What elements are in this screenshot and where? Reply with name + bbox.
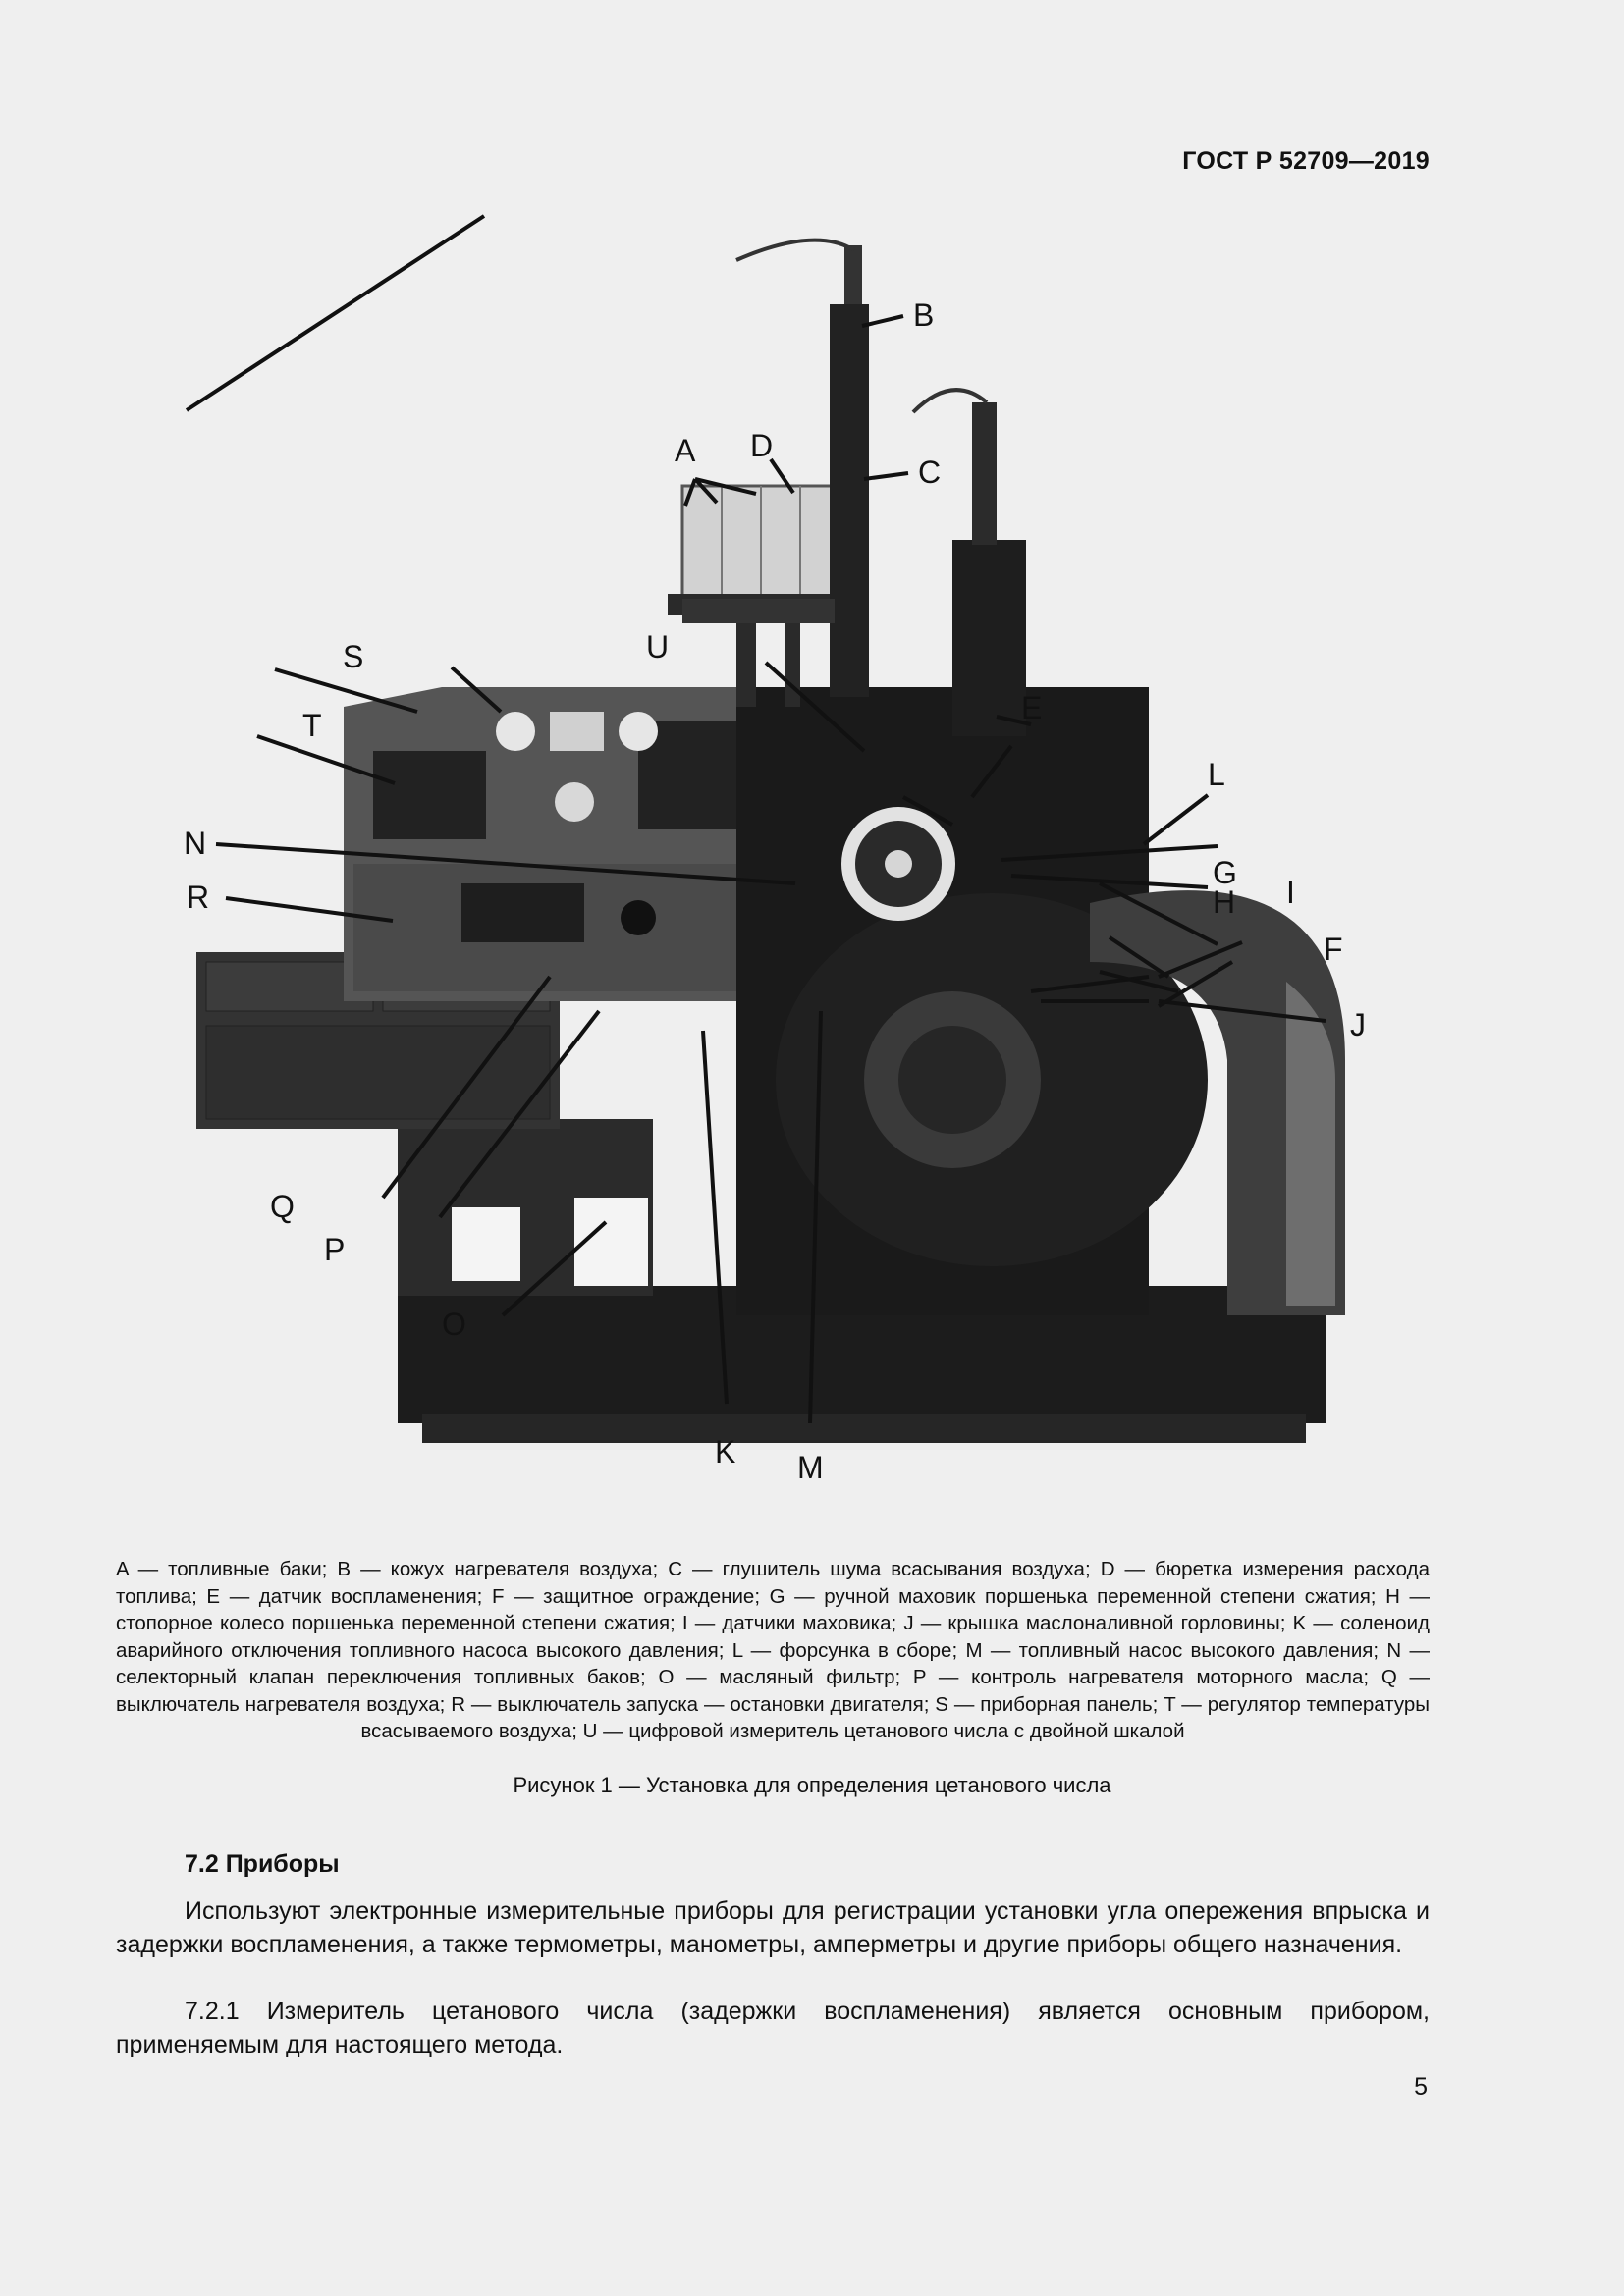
engine-photo bbox=[184, 216, 1366, 1531]
label-I: I bbox=[1286, 875, 1295, 910]
paragraph: 7.2.1 Измеритель цетанового числа (задержки воспламенения) является основным прибором, применяемым для настоящего метода. bbox=[116, 1998, 1430, 2058]
engine-figure bbox=[184, 216, 1366, 1531]
label-O: O bbox=[442, 1307, 466, 1342]
label-T: T bbox=[302, 708, 322, 743]
figure-legend: A — топливные баки; B — кожух нагревателя воздуха; C — глушитель шума всасывания воздуха; D — бюретка измерения расхода топлива; E — датчик воспламенения; F — защитное ограждение; G — ручной маховик поршенька переменной степени сжатия; H — стопорное колесо поршенька переменной степени сжатия; I — датчики маховика; J — крышка маслоналивной горловины; K — соленоид аварийного отключения топливного насоса высокого давления; L — форсунка в сборе; M — топливный насос высокого давления; N — селекторный клапан переключения топливных баков; O — масляный фильтр; P — контроль нагревателя моторного масла; Q — выключатель нагревателя воздуха; R — выключатель запуска — остановки двигателя; S — приборная панель; T — регулятор температуры всасываемого воздуха; U — цифровой измеритель цетанового числа с двойной шкалой bbox=[116, 1558, 1430, 1742]
page-number: 5 bbox=[1414, 2073, 1428, 2101]
label-J: J bbox=[1350, 1007, 1366, 1042]
label-F: F bbox=[1324, 932, 1343, 967]
figure-caption: Рисунок 1 — Установка для определения цетанового числа bbox=[513, 1773, 1111, 1797]
section-title: 7.2 Приборы bbox=[185, 1850, 340, 1878]
label-E: E bbox=[1021, 690, 1043, 725]
label-R: R bbox=[187, 880, 210, 915]
label-K: K bbox=[715, 1434, 736, 1469]
paragraph: Используют электронные измерительные приборы для регистрации установки угла опережения впрыска и задержки воспламенения, а также термометры, манометры, амперметры и другие приборы общего назначения. bbox=[116, 1897, 1430, 1958]
document-header: ГОСТ Р 52709—2019 bbox=[1182, 147, 1430, 175]
label-M: M bbox=[797, 1450, 824, 1485]
label-A: A bbox=[675, 433, 696, 468]
label-P: P bbox=[324, 1232, 346, 1267]
label-Q: Q bbox=[270, 1189, 295, 1224]
label-S: S bbox=[343, 639, 364, 674]
label-U: U bbox=[646, 629, 670, 665]
label-L: L bbox=[1208, 757, 1225, 792]
label-H: H bbox=[1213, 884, 1236, 920]
label-G: G bbox=[1213, 855, 1237, 890]
label-B: B bbox=[913, 297, 935, 333]
label-D: D bbox=[750, 428, 774, 463]
label-N: N bbox=[184, 826, 207, 861]
label-C: C bbox=[918, 454, 942, 490]
